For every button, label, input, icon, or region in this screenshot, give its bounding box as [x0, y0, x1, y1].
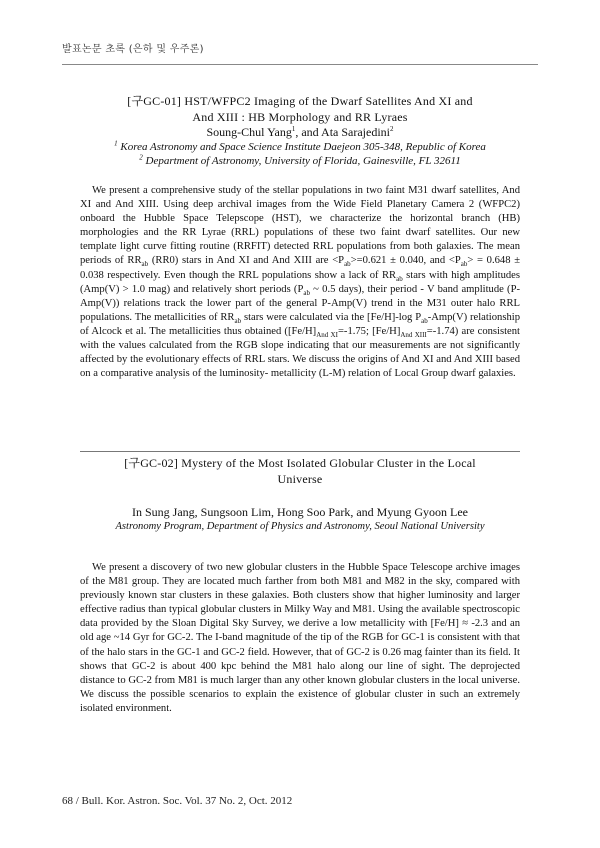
body-fragment: -Amp(V) relationship of Alcock et al. The metallicities thus obtained ([Fe/H] — [80, 311, 520, 337]
author-name: , and Ata Sarajedini — [295, 125, 390, 139]
affiliation-number: 2 — [139, 153, 143, 162]
affiliation-text: Korea Astronomy and Space Science Institute Daejeon 305-348, Republic of Korea — [117, 141, 486, 153]
subscript: ab — [396, 274, 403, 283]
subscript: ab — [303, 288, 310, 297]
body-fragment: stars with high amplitudes (Amp(V) > 1.0 mag) and relatively short periods (P — [80, 269, 520, 295]
abstract-separator — [80, 451, 520, 452]
subscript: And XI — [316, 331, 338, 340]
subscript: ab — [141, 260, 149, 269]
body-fragment: stars were calculated via the [Fe/H]-log P — [241, 311, 422, 323]
subscript: ab — [344, 260, 351, 269]
subscript: ab — [421, 316, 428, 325]
body-fragment: ~ 0.5 days), their period - V band amplitude (P-Amp(V)) relations track the lower part of the general P-Amp(V) trend in the M31 outer halo RRL populations. The metallicities of RR — [80, 283, 520, 323]
running-header: 발표논문 초록 (은하 및 우주론) — [62, 44, 204, 55]
subscript: ab — [460, 260, 468, 269]
affiliation: Astronomy Program, Department of Physics and Astronomy, Seoul National University — [115, 521, 485, 532]
title-line-1: [구GC-02] Mystery of the Most Isolated Globular Cluster in the Local — [124, 456, 476, 470]
abstract-gc01 — [80, 94, 520, 381]
body-fragment: =-1.75; [Fe/H] — [337, 325, 401, 337]
subscript: And XIII — [400, 331, 427, 340]
abstract-title — [80, 94, 520, 125]
abstract-body: We present a discovery of two new globular clusters in the Hubble Space Telescope archive images of the M81 group. They are located much farther from both M81 and M82 in the sky, compared with previously known star clusters in these galaxies. Both clusters show that higher luminosity and larger effective radius than typical globular clusters in Milky Way and M81. Using the available spectroscopic data provided by the Sloan Digital Sky Survey, we derive a low metallicity with [Fe/H] ≈ -2.3 and an old age ~14 Gyr for GC-2. The I-band magnitude of the tip of the RGB for GC-1 is consistent with that of the halo stars in the GC-1 and GC-2 field. However, that of GC-2 is 0.26 mag fainter than its field. It shows that GC-2 is about 400 kpc behind the M81 halo along our line of sight. The deprojected distance to GC-2 from M81 is much larger than any other known globular clusters in the local universe. We discuss the possible scenarios to explain the existence of globular cluster in such an extremely isolated environment. — [80, 562, 520, 714]
body-fragment: We present a comprehensive study of the stellar populations in two faint M31 dwarf satellites, And XI and And XIII. Using deep archival images from the Wide Field Planetary Camera 2 (WFPC2) onboard the Hubble Space Telepscope (HST), we characterize the horizontal branch (HB) morphologies and the RR Lyrae (RRL) populations of these two faint dwarf satellites. Our new template light curve fitting routine (RRFIT) detected RRL populations from both galaxies. The mean periods of RR — [80, 185, 520, 267]
affiliation-number: 1 — [114, 139, 118, 148]
affiliation-text: Department of Astronomy, University of Florida, Gainesville, FL 32611 — [142, 155, 461, 167]
body-fragment: =-1.74) are consistent with the values calculated from the RGB slope indicating that our measurements are not significantly affected by the evolutionary effects of RRL stars. We discuss the origins of And XI and And XIII based on a comparative analysis of the luminosity- metallicity (L-M) relation of Local Group dwarf galaxies. — [80, 325, 520, 380]
title-line-2: Universe — [277, 471, 323, 486]
page-footer: 68 / Bull. Kor. Astron. Soc. Vol. 37 No. 2, Oct. 2012 — [62, 795, 293, 807]
affiliation-1 — [80, 140, 520, 154]
subscript: ab — [234, 316, 242, 325]
abstract-body — [80, 184, 520, 381]
title-line-2: And XIII : HB Morphology and RR Lyraes — [192, 109, 408, 124]
author-superscript: 1 — [291, 125, 296, 133]
abstract-gc02 — [80, 456, 520, 716]
author-superscript: 2 — [390, 125, 394, 133]
abstract-title — [80, 456, 520, 487]
author-name: Soung-Chul Yang — [206, 125, 292, 139]
author-line — [80, 125, 520, 140]
header-rule — [62, 64, 538, 65]
author-line: In Sung Jang, Sungsoon Lim, Hong Soo Park, and Myung Gyoon Lee — [132, 505, 468, 519]
body-fragment: >=0.621 ± 0.040, and <P — [350, 255, 461, 267]
title-line-1: [구GC-01] HST/WFPC2 Imaging of the Dwarf Satellites And XI and — [127, 94, 473, 108]
affiliation-2 — [80, 154, 520, 168]
body-fragment: > = 0.648 ± 0.038 respectively. Even though the RRL populations show a lack of RR — [80, 255, 521, 281]
body-fragment: (RR0) stars in And XI and And XIII are <P — [148, 255, 345, 267]
